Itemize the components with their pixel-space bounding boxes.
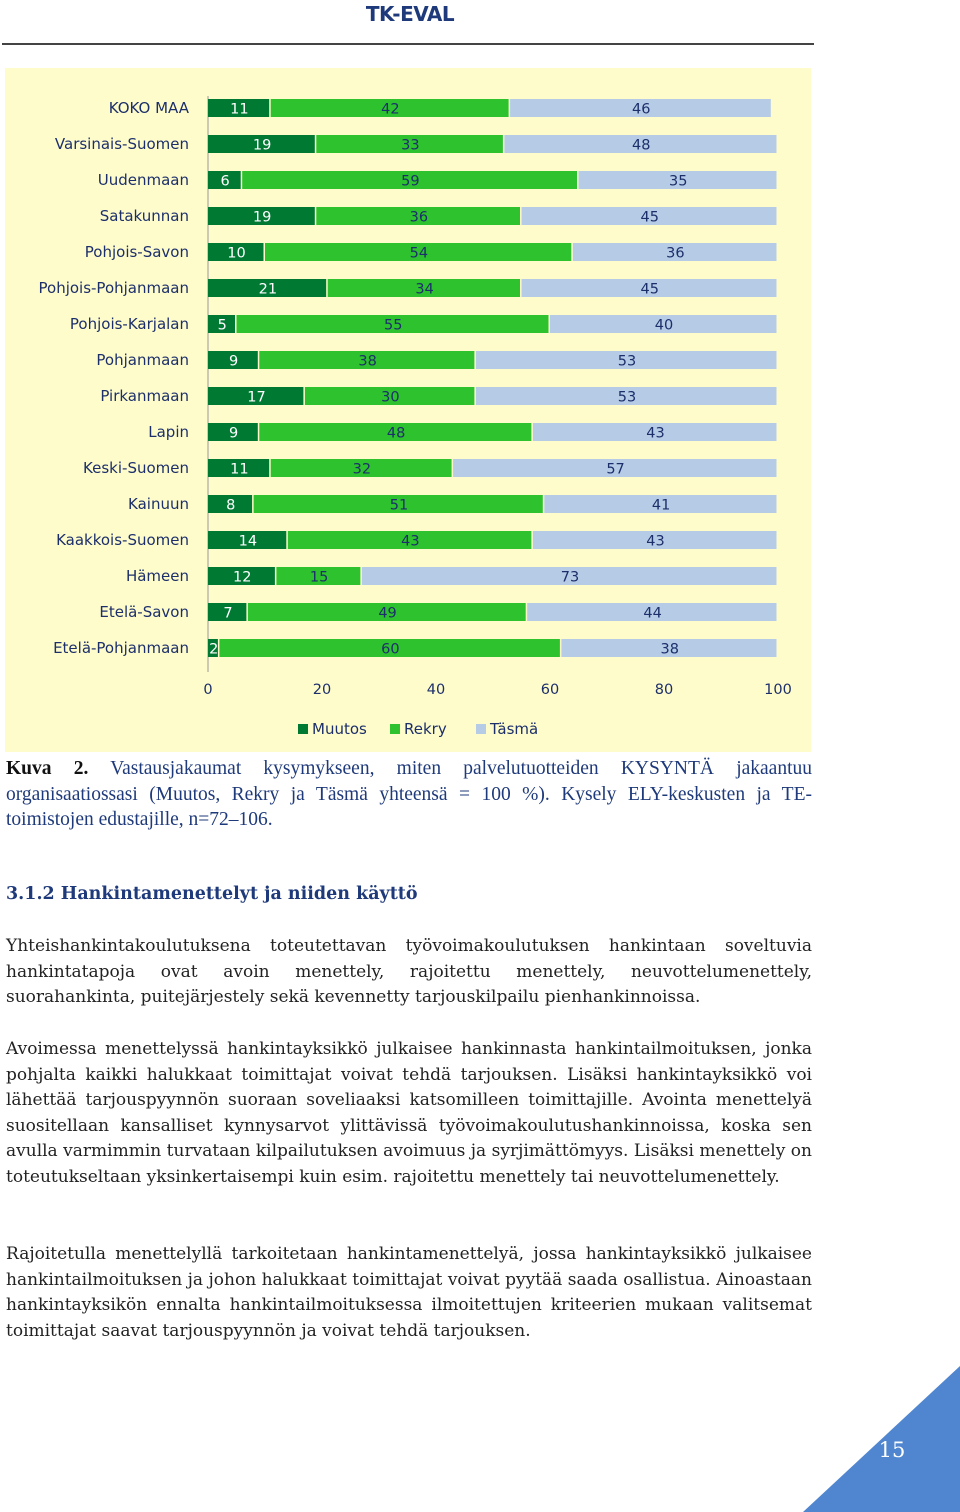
data-label: 46 <box>631 101 651 118</box>
data-label: 73 <box>560 569 580 586</box>
x-tick-label: 0 <box>203 682 213 698</box>
data-label: 57 <box>606 461 625 478</box>
data-label: 9 <box>229 425 239 442</box>
data-label: 36 <box>666 245 685 262</box>
data-label: 44 <box>643 605 662 622</box>
data-label: 8 <box>226 497 236 514</box>
data-label: 21 <box>258 281 278 298</box>
category-label: Kaakkois-Suomen <box>56 531 189 549</box>
category-label: Pohjois-Savon <box>84 243 189 261</box>
data-label: 41 <box>651 497 671 514</box>
data-label: 30 <box>381 389 400 406</box>
data-label: 38 <box>660 641 679 658</box>
x-tick-label: 40 <box>426 682 446 698</box>
data-label: 55 <box>384 317 403 334</box>
data-label: 14 <box>238 533 258 550</box>
data-label: 12 <box>232 569 252 586</box>
data-label: 43 <box>646 425 665 442</box>
data-label: 35 <box>669 173 688 190</box>
data-label: 40 <box>654 317 674 334</box>
data-label: 2 <box>209 641 219 658</box>
caption-text: Vastausjakaumat kysymykseen, miten palvelutuotteiden KYSYNTÄ jakaantuu organisaatiossasi (Muutos, Rekry ja Täsmä yhteensä = 100 %). Kysely ELY-keskusten ja TE-toimistojen edustajille, n=72–106. <box>6 758 812 830</box>
data-label: 33 <box>401 137 420 154</box>
data-label: 53 <box>617 353 637 370</box>
data-label: 11 <box>230 101 249 118</box>
data-label: 17 <box>247 389 266 406</box>
legend-label-rekry: Rekry <box>404 720 447 738</box>
paragraph-3: Rajoitetulla menettelyllä tarkoitetaan hankintamenettelyä, jossa hankintayksikkö julkaisee hankintailmoituksen ja johon halukkaat toimittajat voivat pyytää saada osallistua. Ainoastaan hankintayksikön ennalta hankintailmoituksessa ilmoitettujen kriteerien mukaan valitsemat toimittajat saavat tarjouspyynnön ja voivat tehdä tarjouksen. <box>6 1244 812 1341</box>
data-label: 43 <box>401 533 420 550</box>
category-label: Uudenmaan <box>97 171 189 189</box>
data-label: 6 <box>220 173 230 190</box>
logo: TK-EVAL <box>365 2 455 26</box>
data-label: 7 <box>223 605 233 622</box>
category-label: Hämeen <box>125 567 189 585</box>
data-label: 59 <box>401 173 420 190</box>
data-label: 43 <box>646 533 665 550</box>
page-number: 15 <box>878 1438 906 1462</box>
legend-label-täsmä: Täsmä <box>490 720 539 738</box>
data-label: 19 <box>252 137 272 154</box>
data-label: 45 <box>640 281 659 298</box>
x-tick-label: 20 <box>312 682 332 698</box>
category-label: KOKO MAA <box>108 99 189 117</box>
category-label: Varsinais-Suomen <box>54 135 189 153</box>
data-label: 49 <box>378 605 397 622</box>
data-label: 11 <box>230 461 249 478</box>
x-tick-label: 60 <box>540 682 560 698</box>
category-label: Pirkanmaan <box>100 387 189 405</box>
paragraph-1: Yhteishankintakoulutuksena toteutettavan työvoimakoulutuksen hankintaan soveltuvia hankintatapoja ovat avoin menettely, rajoitettu menettely, neuvottelumenettely, suorahankinta, puitejärjestely sekä kevennetty tarjouskilpailu pienhankinnoissa. <box>6 936 812 1008</box>
data-label: 34 <box>415 281 434 298</box>
legend-label-muutos: Muutos <box>312 720 367 738</box>
data-label: 5 <box>217 317 227 334</box>
section-heading: 3.1.2 Hankintamenettelyt ja niiden käyttö <box>6 884 418 904</box>
paragraph-2: Avoimessa menettelyssä hankintayksikkö julkaisee hankinnasta hankintailmoituksen, jonka pohjalta kaikki halukkaat toimittajat voivat tehdä tarjouksen. Lisäksi hankintayksikkö voi lähettää tarjouspyynnön suoraan soveliaaksi katsomilleen toimittajille. Avointa menettelyä suositellaan kansalliset kynnysarvot ylittävissä työvoimakoulutushankinnoissa, koska sen avulla varmimmin turvataan kilpailutuksen avoimuus ja syrjimättömyys. Lisäksi menettely on toteutukseltaan yksinkertaisempi kuin esim. rajoitettu menettely tai neuvottelumenettely. <box>6 1039 812 1187</box>
data-label: 53 <box>617 389 637 406</box>
data-label: 38 <box>358 353 377 370</box>
caption-label: Kuva 2. <box>6 758 89 779</box>
data-label: 42 <box>381 101 400 118</box>
x-tick-label: 100 <box>764 682 792 698</box>
data-label: 54 <box>409 245 429 262</box>
data-label: 51 <box>389 497 409 514</box>
x-tick-label: 80 <box>654 682 674 698</box>
category-label: Pohjois-Pohjanmaan <box>38 279 189 297</box>
data-label: 48 <box>631 137 651 154</box>
data-label: 9 <box>229 353 239 370</box>
category-label: Satakunnan <box>99 207 189 225</box>
category-label: Pohjanmaan <box>96 351 189 369</box>
category-label: Etelä-Savon <box>99 603 189 621</box>
data-label: 10 <box>227 245 246 262</box>
category-label: Pohjois-Karjalan <box>69 315 189 333</box>
data-label: 48 <box>386 425 406 442</box>
data-label: 45 <box>640 209 659 226</box>
data-label: 19 <box>252 209 272 226</box>
data-label: 15 <box>309 569 329 586</box>
data-label: 60 <box>381 641 400 658</box>
category-label: Kainuun <box>128 495 189 513</box>
data-label: 32 <box>352 461 372 478</box>
category-label: Keski-Suomen <box>83 459 189 477</box>
category-label: Lapin <box>148 423 189 441</box>
data-label: 36 <box>409 209 429 226</box>
category-label: Etelä-Pohjanmaan <box>53 639 189 657</box>
